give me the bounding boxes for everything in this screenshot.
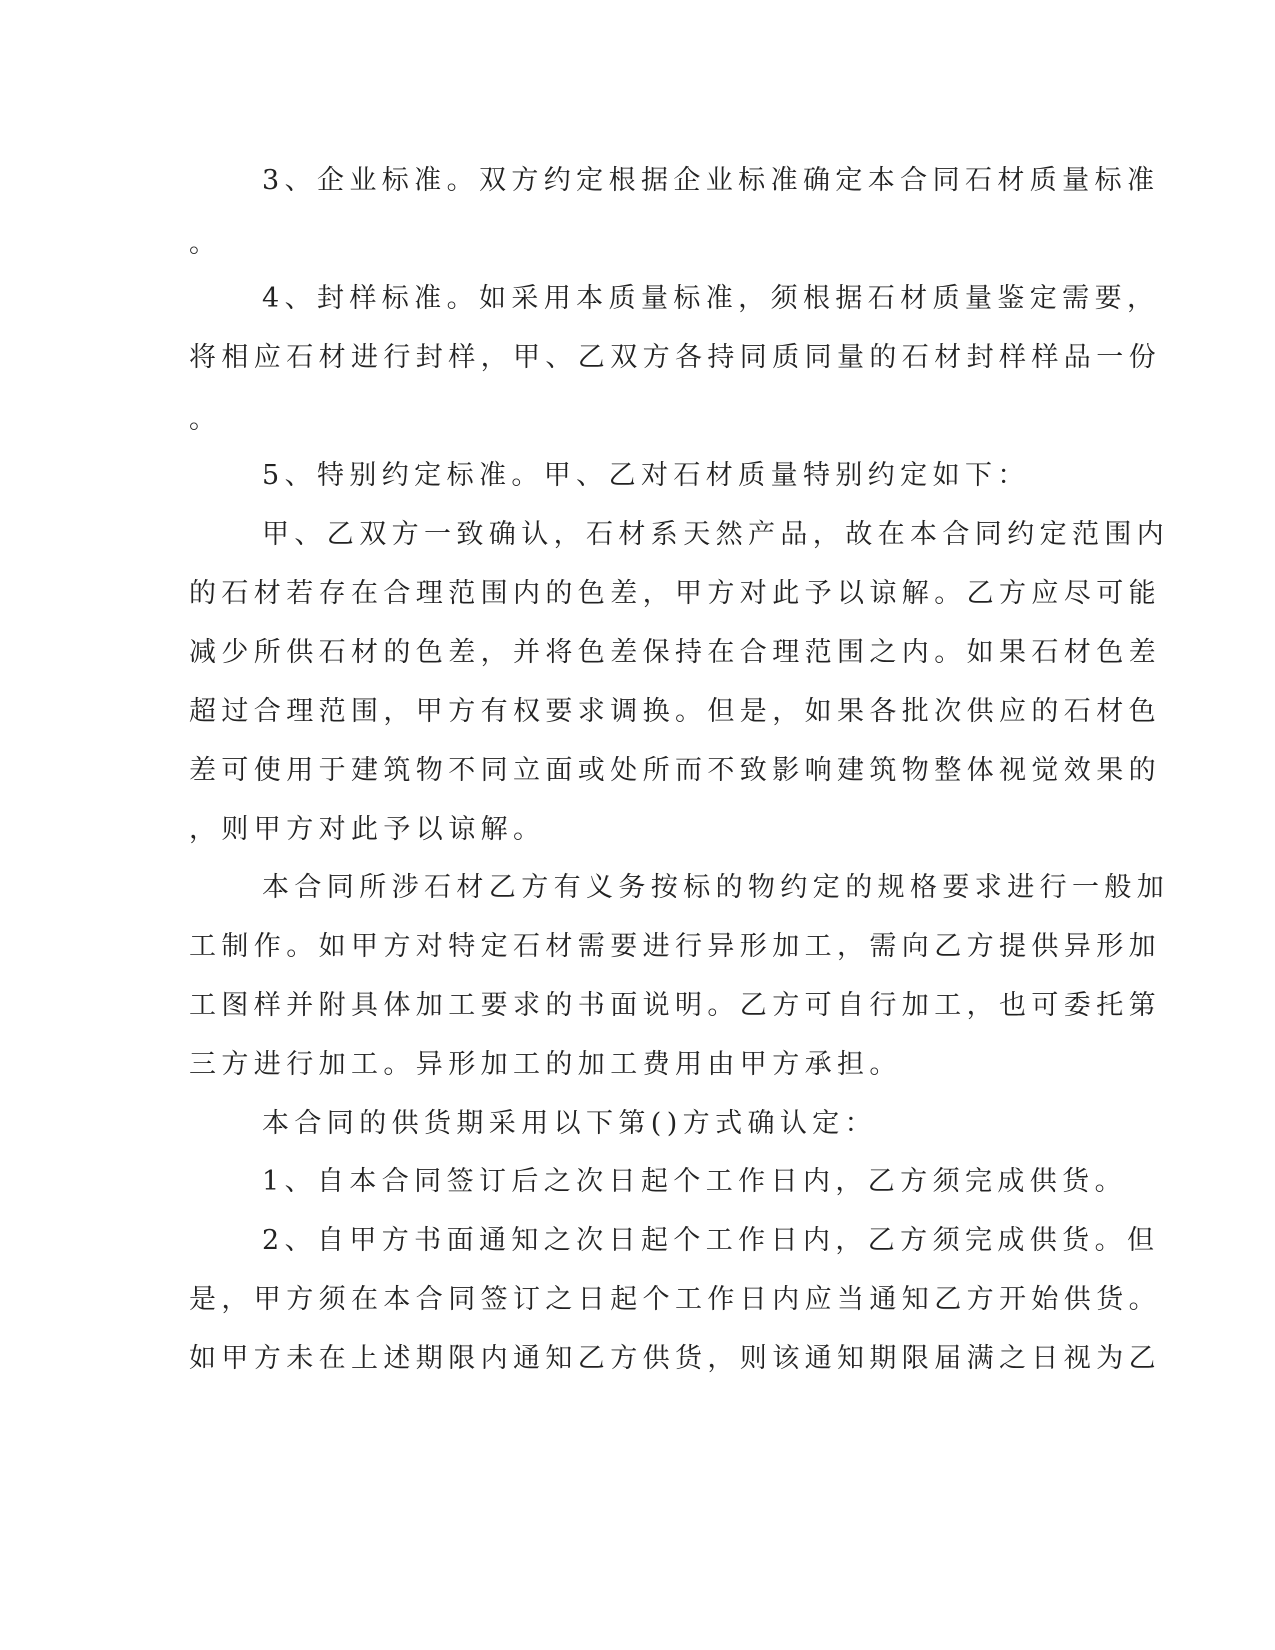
text-line: 差可使用于建筑物不同立面或处所而不致影响建筑物整体视觉效果的 [189,755,1161,786]
text-line: 。 [189,228,222,259]
text-line: 2、自甲方书面通知之次日起个工作日内，乙方须完成供货。但 [262,1225,1160,1256]
text-line: ，则甲方对此予以谅解。 [189,814,546,845]
text-line: 如甲方未在上述期限内通知乙方供货，则该通知期限届满之日视为乙 [189,1343,1161,1374]
text-line: 是，甲方须在本合同签订之日起个工作日内应当通知乙方开始供货。 [189,1284,1161,1315]
text-line: 超过合理范围，甲方有权要求调换。但是，如果各批次供应的石材色 [189,696,1161,727]
text-line: 3、企业标准。双方约定根据企业标准确定本合同石材质量标准 [262,165,1160,196]
text-line: 5、特别约定标准。甲、乙对石材质量特别约定如下： [262,460,1030,491]
text-line: 本合同的供货期采用以下第()方式确认定： [262,1108,878,1139]
text-line: 将相应石材进行封样，甲、乙双方各持同质同量的石材封样样品一份 [189,342,1161,373]
text-line: 1、自本合同签订后之次日起个工作日内，乙方须完成供货。 [262,1166,1127,1197]
text-line: 工制作。如甲方对特定石材需要进行异形加工，需向乙方提供异形加 [189,931,1161,962]
text-line: 减少所供石材的色差，并将色差保持在合理范围之内。如果石材色差 [189,637,1161,668]
text-line: 。 [189,404,222,435]
text-line: 的石材若存在合理范围内的色差，甲方对此予以谅解。乙方应尽可能 [189,578,1161,609]
text-line: 本合同所涉石材乙方有义务按标的物约定的规格要求进行一般加 [262,872,1170,903]
text-line: 工图样并附具体加工要求的书面说明。乙方可自行加工，也可委托第 [189,990,1161,1021]
text-line: 甲、乙双方一致确认，石材系天然产品，故在本合同约定范围内 [262,519,1170,550]
text-line: 4、封样标准。如采用本质量标准，须根据石材质量鉴定需要， [262,283,1160,314]
text-line: 三方进行加工。异形加工的加工费用由甲方承担。 [189,1049,902,1080]
